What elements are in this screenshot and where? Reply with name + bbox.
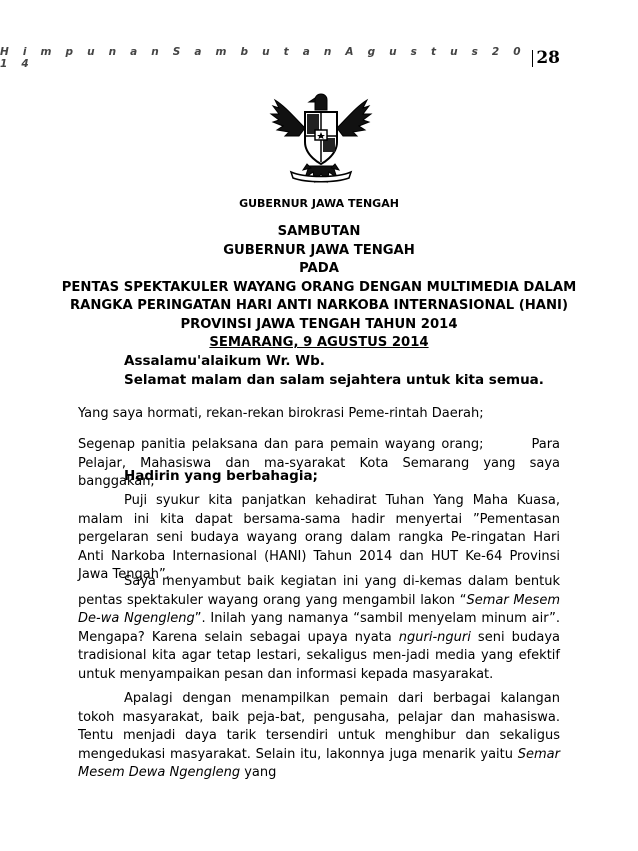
text: Saya menyambut baik kegiatan ini yang di-kemas dalam bentuk pentas spektakuler wayang orang yang mengambil lakon “ (78, 574, 560, 608)
issuer-label: GUBERNUR JAWA TENGAH (239, 197, 399, 210)
paragraph-1: Puji syukur kita panjatkan kehadirat Tuhan Yang Maha Kuasa, malam ini kita dapat bersama-sama hadir menyertai ”Pementasan pergelaran seni budaya wayang orang dalam rangka Pe-ringatan Hari Anti Narkoba Internasional (HANI) Tahun 2014 dan HUT Ke-64 Provinsi Jawa Tengah”. (78, 493, 560, 582)
title-date: SEMARANG, 9 AGUSTUS 2014 (209, 335, 429, 350)
address-line: Yang saya hormati, rekan-rekan birokrasi Peme-rintah Daerah; (78, 406, 484, 421)
paragraph-3 (78, 690, 560, 783)
title-line: PADA (299, 261, 339, 276)
greeting-line: Selamat malam dan salam sejahtera untuk kita semua. (124, 372, 544, 388)
title-line: GUBERNUR JAWA TENGAH (223, 242, 415, 258)
italic-text: nguri-nguri (398, 629, 471, 645)
section-heading: Hadirin yang berbahagia; (124, 468, 318, 484)
italic-text: Semar Mesem Dewa Ngengleng (78, 746, 560, 780)
garuda-emblem-icon (265, 78, 377, 190)
page-number: 28 (536, 48, 560, 68)
speech-title (0, 223, 638, 353)
greeting-line: Assalamu'alaikum Wr. Wb. (124, 353, 325, 369)
text: ”. Inilah yang namanya “sambil menyelam minum air”. Mengapa? Karena selain sebagai upaya nyata (78, 611, 560, 645)
greeting (124, 352, 584, 390)
title-line: PENTAS SPEKTAKULER WAYANG ORANG DENGAN MULTIMEDIA DALAM (61, 279, 577, 295)
address-paragraph: Segenap panitia pelaksana dan para pemain wayang orang; Para Pelajar, Mahasiswa dan ma-syarakat Kota Semarang yang saya banggakan; (78, 437, 560, 489)
header-title: H i m p u n a n S a m b u t a n A g u s t u s 2 0 1 4 (0, 46, 526, 70)
text: seni budaya tradisional kita agar tetap lestari, sekaligus men-jadi media yang efektif untuk menyampaikan pesan dan informasi kepada masyarakat. (78, 629, 560, 682)
title-line: SAMBUTAN (277, 224, 361, 239)
text: yang (240, 765, 277, 780)
header-divider (532, 50, 533, 67)
italic-text: Semar Mesem De-wa Ngengleng (78, 592, 560, 626)
title-line: RANGKA PERINGATAN HARI ANTI NARKOBA INTERNASIONAL (HANI) (70, 298, 568, 313)
text: Apalagi dengan menampilkan pemain dari berbagai kalangan tokoh masyarakat, baik peja-bat, pengusaha, pelajar dan mahasiswa. Tentu menjadi daya tarik tersendiri untuk menghibur dan sekaligus mengedukasi masyarakat. Selain itu, lakonnya juga menarik yaitu (78, 691, 560, 762)
running-header (0, 46, 560, 70)
title-line: PROVINSI JAWA TENGAH TAHUN 2014 (180, 316, 458, 332)
paragraph-2 (78, 573, 560, 684)
